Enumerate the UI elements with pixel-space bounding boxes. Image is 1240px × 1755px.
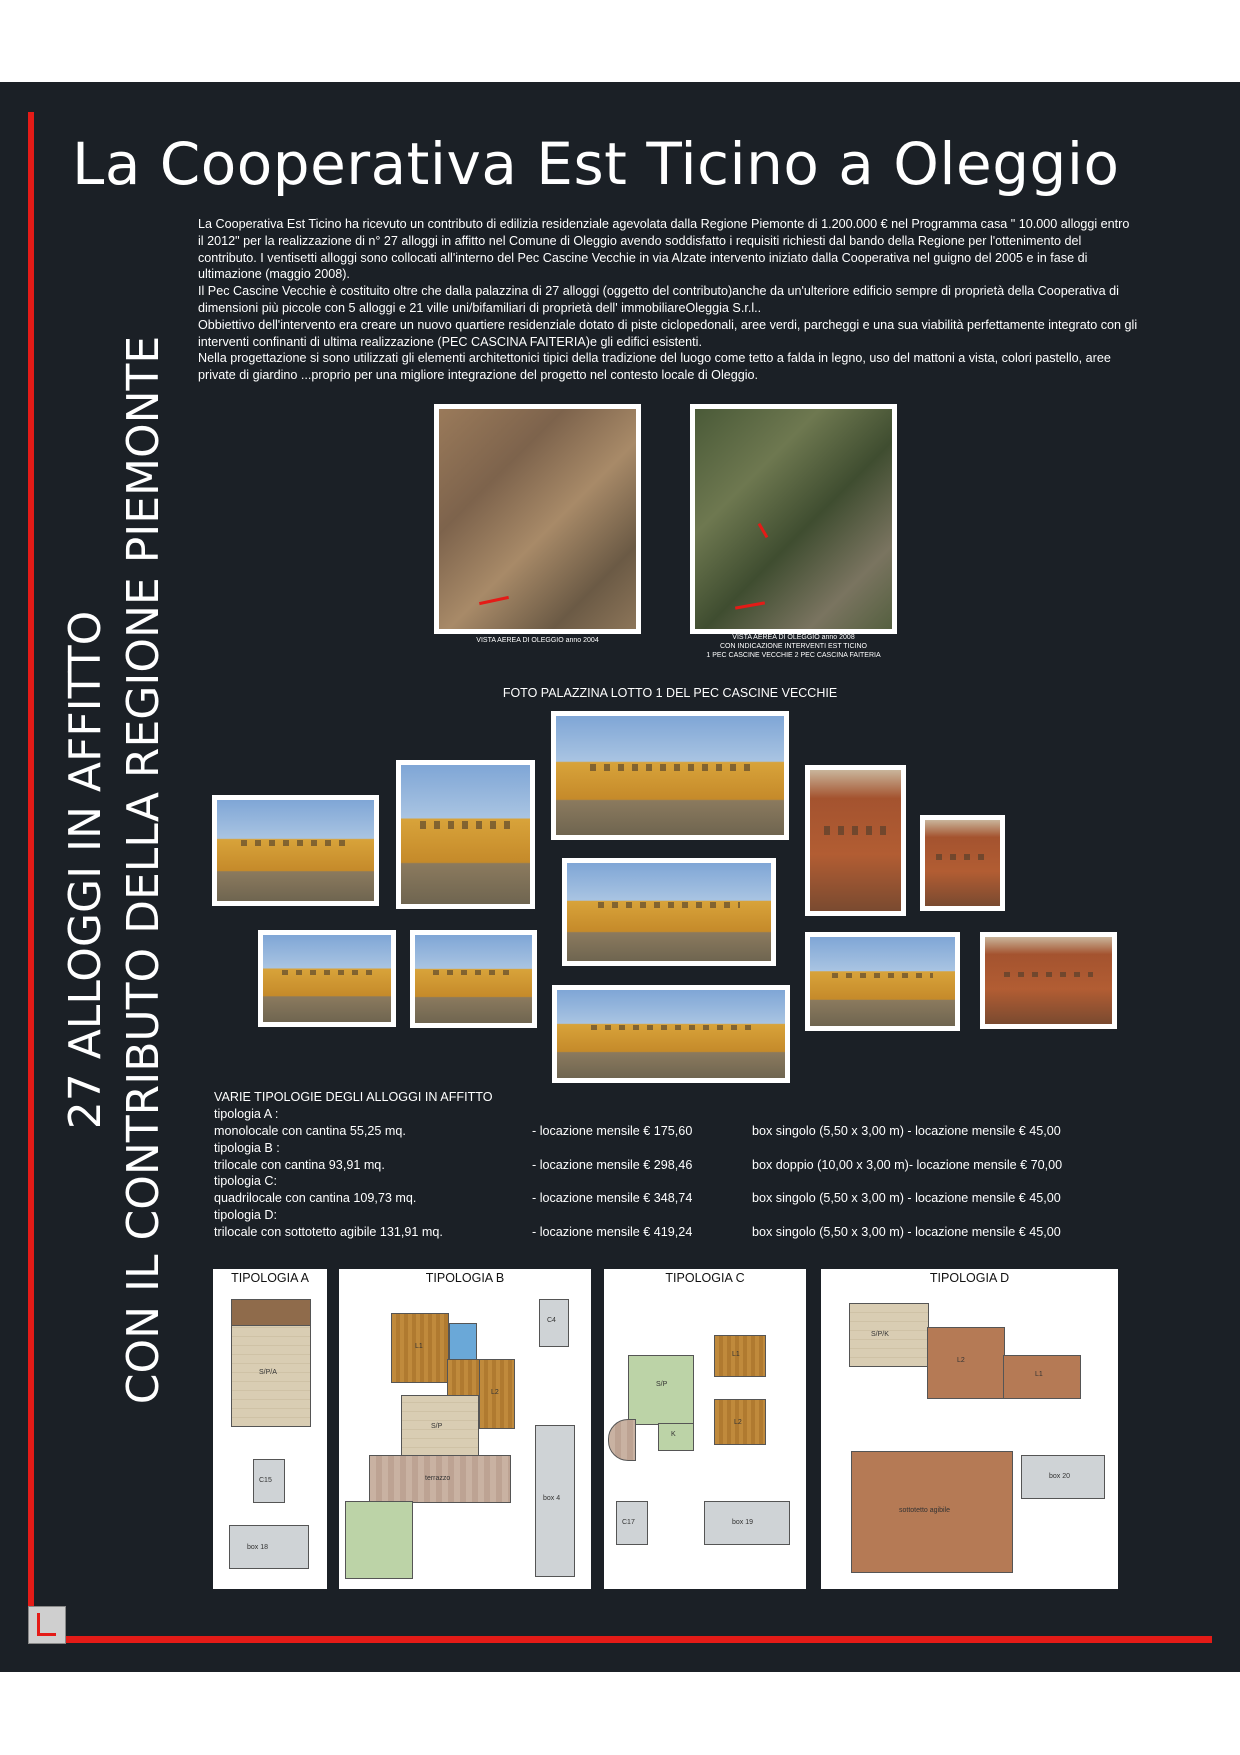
building-photo	[552, 985, 790, 1083]
intro-paragraph: La Cooperativa Est Ticino ha ricevuto un contributo di edilizia residenziale agevolata dalla Regione Piemonte di 1.200.000 € nel Programma casa " 10.000 alloggi entro il 2012" per la realizzazione di n° 27 alloggi in affitto nel Comune di Oleggio avendo soddisfatto i requisiti richiesti dal bando della Regione per l'ottenimento del contributo. I ventisetti alloggi sono collocati all'interno del Pec Cascine Vecchie in via Alzate intervento iniziato dalla Cooperativa nel guigno del 2005 e in fase di ultimazione (maggio 2008).	[198, 217, 1130, 282]
aerial-caption-2008-line3: 1 PEC CASCINE VECCHIE 2 PEC CASCINA FAITERIA	[706, 652, 881, 659]
tipologia-desc: quadrilocale con cantina 109,73 mq.	[214, 1191, 417, 1206]
floorplan-title: TIPOLOGIA A	[231, 1271, 309, 1285]
floorplan-tipologia-b: TIPOLOGIA B L1 L2 S/P terrazzo C4 box 4	[339, 1269, 591, 1589]
tipologia-desc: trilocale con sottotetto agibile 131,91 mq.	[214, 1225, 443, 1240]
building-photo	[805, 932, 960, 1031]
aerial-photo-2004	[434, 404, 641, 634]
tipologia-desc: monolocale con cantina 55,25 mq.	[214, 1123, 406, 1138]
floorplan-title: TIPOLOGIA D	[929, 1271, 1010, 1285]
tipologia-label: tipologia B :	[214, 1140, 280, 1155]
building-photo	[551, 711, 789, 840]
tipologia-box: box singolo (5,50 x 3,00 m) - locazione mensile € 45,00	[752, 1123, 1061, 1138]
tipologie-table	[214, 1089, 1134, 1241]
tipologie-heading: VARIE TIPOLOGIE DEGLI ALLOGGI IN AFFITTO	[214, 1090, 493, 1104]
tipologia-desc: trilocale con cantina 93,91 mq.	[214, 1157, 385, 1172]
side-heading-line1: 27 ALLOGGI IN AFFITTO	[60, 610, 111, 1130]
aerial-caption-2004: VISTA AEREA DI OLEGGIO anno 2004	[476, 637, 599, 644]
floorplan-title: TIPOLOGIA B	[425, 1271, 505, 1285]
floorplan-tipologia-c: TIPOLOGIA C S/P L1 L2 K C17 box 19	[604, 1269, 806, 1589]
tipologia-rent: - locazione mensile € 348,74	[532, 1191, 693, 1206]
tipologia-label: tipologia A :	[214, 1106, 279, 1121]
floorplan-tipologia-d: TIPOLOGIA D S/P/K L2 L1 sottotetto agibile box 20	[821, 1269, 1118, 1589]
tipologia-rent: - locazione mensile € 298,46	[532, 1157, 693, 1172]
floorplan-tipologia-a: TIPOLOGIA A S/P/A C15 box 18	[213, 1269, 327, 1589]
cooperative-logo	[28, 1606, 66, 1644]
aerial-photo-2008	[690, 404, 897, 634]
tipologia-label: tipologia D:	[214, 1208, 278, 1223]
aerial-caption-2008-line1: VISTA AEREA DI OLEGGIO anno 2008	[732, 634, 855, 641]
red-vertical-rule	[28, 112, 34, 1642]
tipologia-row	[214, 1157, 1134, 1174]
building-photo	[212, 795, 379, 906]
building-photo	[562, 858, 776, 966]
intro-paragraph: Obbiettivo dell'intervento era creare un nuovo quartiere residenziale dotato di piste ciclopedonali, aree verdi, parcheggi e una sua viabilità perfettamente integrato con gli interventi confinanti di ultima realizzazione (PEC CASCINA FAITERIA)e gli edifici esistenti.	[198, 317, 1138, 349]
tipologia-row	[214, 1224, 1134, 1241]
side-heading-line2: CON IL CONTRIBUTO DELLA REGIONE PIEMONTE	[118, 335, 169, 1405]
tipologia-row	[214, 1123, 1134, 1140]
building-photo	[410, 930, 537, 1028]
building-photo	[258, 930, 396, 1027]
aerial-caption-2008	[670, 633, 917, 660]
tipologia-box: box singolo (5,50 x 3,00 m) - locazione mensile € 45,00	[752, 1225, 1061, 1240]
tipologia-box: box doppio (10,00 x 3,00 m)- locazione mensile € 70,00	[752, 1157, 1063, 1172]
floorplan-title: TIPOLOGIA C	[665, 1271, 745, 1285]
aerial-caption-2008-line2: CON INDICAZIONE INTERVENTI EST TICINO	[719, 643, 868, 650]
side-heading	[60, 280, 170, 1460]
tipologia-rent: - locazione mensile € 175,60	[532, 1123, 693, 1138]
intro-paragraph: Il Pec Cascine Vecchie è costituito oltre che dalla palazzina di 27 alloggi (oggetto del contributo)anche da un'ulteriore edificio sempre di proprietà della Cooperativa di dimensioni più piccole con 5 alloggi e 21 ville uni/bifamiliari di proprietà dell' immobiliareOleggia S.r.l..	[198, 284, 1119, 315]
red-horizontal-rule	[62, 1636, 1212, 1643]
intro-paragraph: Nella progettazione si sono utilizzati gli elementi architettonici tipici della tradizione del luogo come tetto a falda in legno, uso del mattoni a vista, colori pastello, aree private di giardino ...proprio per una migliore integrazione del progetto nel contesto locale di Oleggio.	[198, 351, 1111, 383]
tipologia-box: box singolo (5,50 x 3,00 m) - locazione mensile € 45,00	[752, 1191, 1061, 1206]
tipologia-rent: - locazione mensile € 419,24	[532, 1225, 693, 1240]
intro-text	[198, 216, 1138, 384]
tipologia-row	[214, 1190, 1134, 1207]
building-photo	[805, 765, 906, 916]
building-photo	[920, 815, 1005, 911]
building-photo	[980, 932, 1117, 1029]
tipologia-label: tipologia C:	[214, 1174, 278, 1189]
photos-title: FOTO PALAZZINA LOTTO 1 DEL PEC CASCINE VECCHIE	[502, 686, 838, 700]
building-photo	[396, 760, 535, 909]
page-title: La Cooperativa Est Ticino a Oleggio	[72, 130, 1120, 198]
